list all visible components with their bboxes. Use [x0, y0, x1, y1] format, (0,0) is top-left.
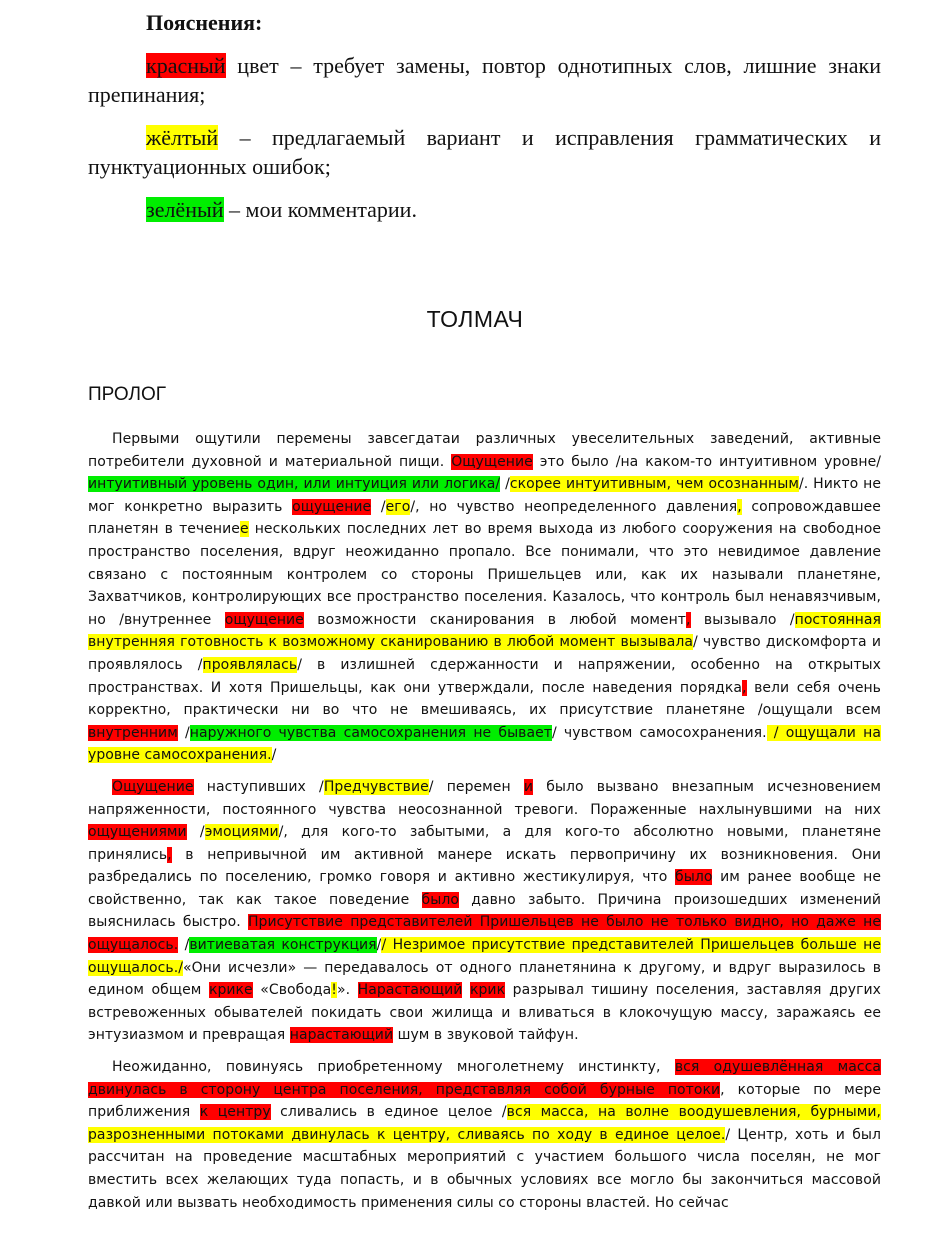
text-run: / — [500, 476, 510, 493]
highlight-red: крике — [208, 982, 253, 999]
highlight-yellow: его — [385, 498, 411, 515]
highlight-red: внутренним — [88, 724, 178, 741]
text-run: / в излишней сдержанности и напряжении, особенно на открытых пространствах. И хотя Пришельцы, как они утверждали, после наведения порядка — [88, 656, 881, 696]
text-run: давно забыто. Причина произошедших изменений выяснилась быстро. — [88, 891, 881, 931]
text-run: было вызвано внезапным исчезновением напряженности, постоянного чувства неосознанной тревоги. Пораженные нахлынувшими на них — [88, 778, 882, 818]
text-run: / чувство дискомфорта и проявлялось / — [88, 634, 881, 673]
paragraph — [88, 776, 881, 1047]
highlight-yellow: / ощущали на уровне самосохранения. — [88, 724, 881, 764]
highlight-yellow: эмоциями — [204, 824, 279, 841]
section-heading: ПРОЛОГ — [88, 384, 167, 405]
highlight-red: Ощущение — [451, 453, 533, 470]
highlight-yellow: / Незримое присутствие представителей Пришельцев больше не ощущалось./ — [88, 937, 881, 976]
text-run: нескольких последних лет во время выхода из любого сооружения на свободное пространство поселения, вдруг неожиданно пропало. Все понимали, что это невидимое давление связано с постоянным контролем со стороны Пришельцев или, как их называли планетяне, Захватчиков, контролирующих все пространство поселения. Казалось, что контроль был ненавязчивым, но /внутреннее — [88, 521, 881, 628]
text-run: сопровождавшее планетян в течение — [88, 498, 881, 538]
text-run: вызывало / — [690, 611, 795, 628]
highlight-green: витиеватая конструкция — [189, 937, 377, 954]
text-run: это было /на каком-то интуитивном уровне/ — [532, 453, 882, 470]
highlight-yellow: скорее интуитивным, чем осознанным — [509, 476, 799, 493]
text-run: / — [376, 937, 382, 954]
paragraph — [88, 428, 881, 767]
text-run: «Они исчезли» — передавалось от одного планетянина к другому, и вдруг выразилось в едином общем — [88, 959, 881, 999]
highlight-red: ощущение — [292, 498, 372, 515]
text-run: им ранее вообще не свойственно, так как такое поведение — [88, 869, 882, 908]
legend-yellow-text: – предлагаемый вариант и исправления грамматических и пунктуационных ошибок; — [88, 125, 881, 179]
highlight-yellow: Предчувствие — [323, 778, 429, 795]
highlight-red: было — [421, 891, 459, 908]
highlight-yellow: ! — [331, 982, 337, 999]
text-run: / — [186, 824, 205, 841]
highlight-yellow: проявлялась — [202, 656, 298, 673]
text-run — [462, 982, 470, 998]
text-run: , которые по мере приближения — [88, 1081, 881, 1121]
text-run: / чувством самосохранения. — [551, 724, 767, 741]
text-run: / — [178, 937, 190, 954]
legend-green-text: – мои комментарии. — [223, 197, 417, 222]
text-run: / перемен — [428, 778, 524, 795]
highlight-yellow: вся масса, на волне воодушевления, бурными, разрозненными потоками двинулась к центру, сливаясь по ходу в единое целое. — [88, 1104, 881, 1143]
legend-green — [88, 195, 881, 224]
highlight-red: Ощущение — [112, 778, 194, 795]
legend-yellow — [88, 123, 881, 181]
paragraph — [88, 1056, 881, 1214]
text-run: наступивших / — [193, 778, 324, 795]
text-run: Первыми ощутили перемены завсегдатаи различных увеселительных заведений, активные потребители духовной и материальной пищи. — [88, 431, 881, 470]
text-run: ». — [336, 982, 358, 999]
text-run: разрывал тишину поселения, заставляя других встревоженных обывателей покидать свои жилища и вливаться в клокочущую массу, заражаясь ее энтузиазмом и превращая — [88, 982, 881, 1044]
legend-red-word: красный — [146, 53, 226, 78]
text-run: / — [371, 498, 386, 515]
document-title: ТОЛМАЧ — [426, 306, 524, 332]
highlight-red: Нарастающий — [357, 982, 463, 999]
highlight-red: к центру — [199, 1104, 271, 1121]
highlight-red: нарастающий — [289, 1027, 394, 1044]
highlight-red: , — [742, 679, 747, 696]
legend-green-word: зелёный — [146, 197, 224, 222]
text-run: Неожиданно, повинуясь приобретенному многолетнему инстинкту, — [112, 1059, 675, 1076]
text-run: /, но чувство неопределенного давления — [410, 498, 738, 515]
text-run: / — [177, 724, 190, 741]
text-run: шум в звуковой тайфун. — [393, 1027, 579, 1044]
text-run: /. Никто не мог конкретно выразить — [88, 476, 881, 515]
highlight-yellow: постоянная внутренняя готовность к возможному сканированию в любой момент вызывала — [88, 611, 881, 651]
highlight-red: , — [686, 611, 691, 628]
text-run: сливались в единое целое / — [270, 1104, 507, 1121]
highlight-red: , — [167, 846, 172, 863]
highlight-red: крик — [469, 982, 506, 999]
highlight-red: вся одушевлённая масса двинулась в сторону центра поселения, представляя собой бурные потоки — [88, 1059, 881, 1098]
text-run: «Свобода — [252, 982, 332, 999]
highlight-red: Присутствие представителей Пришельцев не было не только видно, но даже не ощущалось. — [88, 914, 881, 954]
highlight-green: интуитивный уровень один, или интуиция или логика/ — [88, 476, 501, 493]
legend-yellow-word: жёлтый — [146, 125, 219, 150]
legend-red-text: цвет – требует замены, повтор однотипных слов, лишние знаки препинания; — [88, 53, 881, 107]
highlight-red: было — [675, 869, 713, 886]
highlight-yellow: , — [737, 498, 742, 515]
text-run: возможности сканирования в любой момент — [303, 611, 687, 628]
legend-red — [88, 51, 881, 109]
highlight-red: и — [523, 778, 534, 795]
text-run: /, для кого-то забытыми, а для кого-то абсолютно новыми, планетяне принялись — [88, 824, 881, 863]
legend-heading: Пояснения: — [146, 10, 263, 35]
text-run: в непривычной им активной манере искать первопричину их возникновения. Они разбредались по поселению, громко говоря и активно жестикулируя, что — [88, 846, 881, 886]
document-body — [88, 428, 881, 1223]
text-run: вели себя очень корректно, практически ни во что не вмешиваясь, их присутствие планетяне /ощущали всем — [88, 679, 881, 719]
highlight-red: ощущениями — [88, 824, 187, 841]
text-run: / Центр, хоть и был рассчитан на проведение масштабных мероприятий с участием большого числа поселян, не мог вместить всех желающих туда попасть, и в обычных условиях все могло бы закончиться массовой давкой или вызвать необходимость применения силы со стороны властей. Но сейчас — [88, 1126, 881, 1211]
legend — [88, 8, 881, 238]
highlight-green: наружного чувства самосохранения не бывает — [189, 724, 552, 741]
highlight-yellow: е — [239, 521, 249, 538]
text-run: / — [271, 747, 277, 764]
highlight-red: ощущение — [224, 611, 304, 628]
